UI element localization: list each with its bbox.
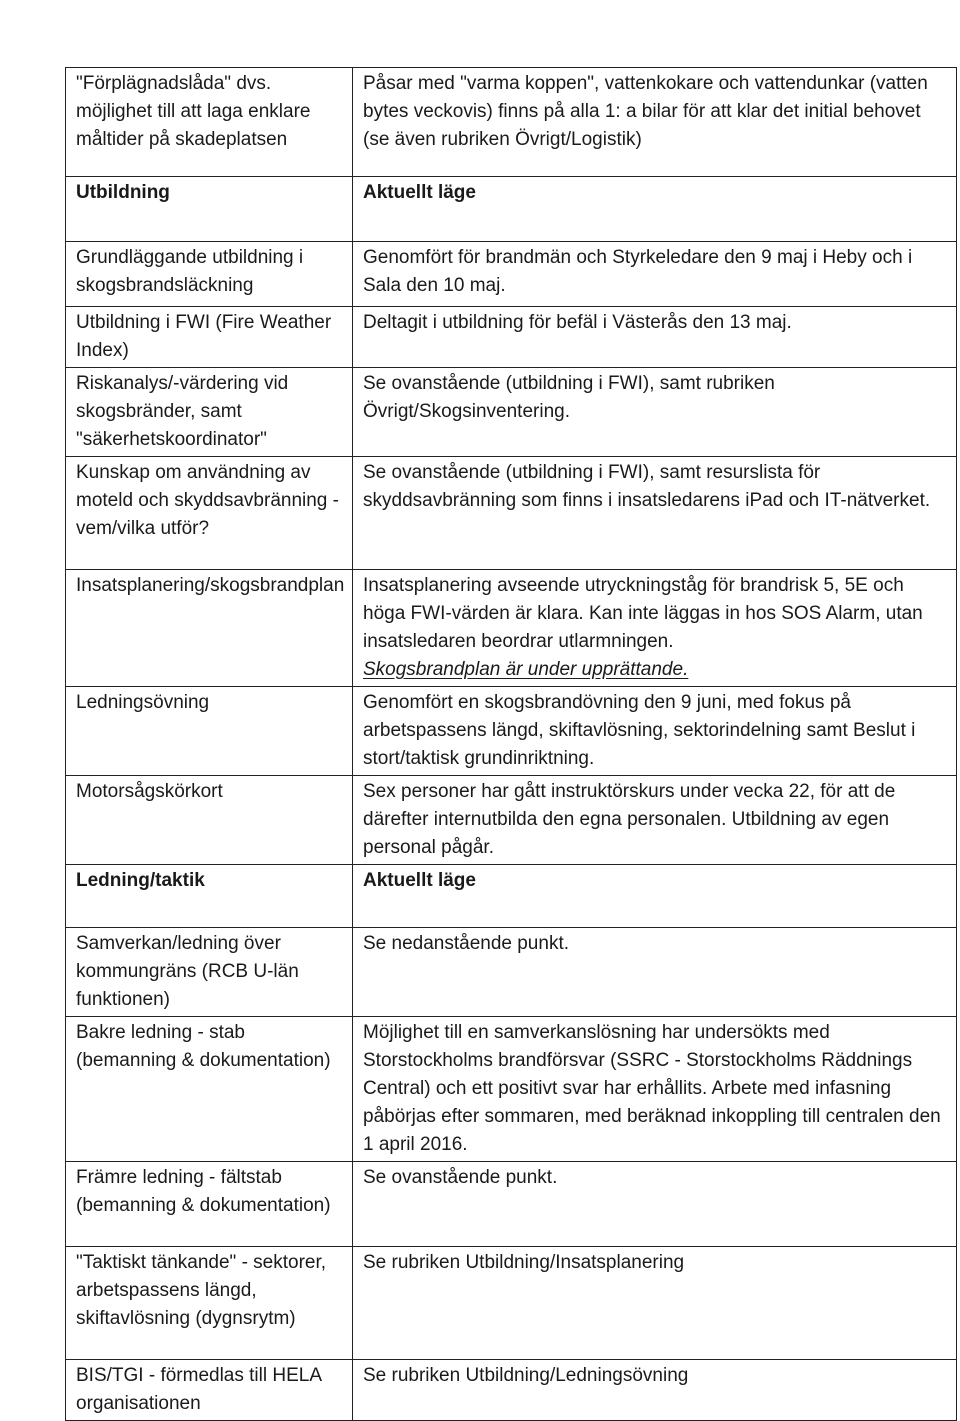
row-status-text: Insatsplanering avseende utryckningståg för brandrisk 5, 5E och höga FWI-värden är klara. Kan inte läggas in hos SOS Alarm, utan insatsledaren beordrar utlarmningen.	[363, 575, 923, 652]
section-header-row	[66, 865, 957, 928]
section-status-heading: Aktuellt läge	[353, 865, 957, 928]
table-row	[66, 687, 957, 776]
table-row	[66, 242, 957, 307]
row-label: "Taktiskt tänkande" - sektorer, arbetspassens längd, skiftavlösning (dygnsrytm)	[66, 1247, 353, 1360]
row-status: Se ovanstående (utbildning i FWI), samt rubriken Övrigt/Skogsinventering.	[353, 368, 957, 457]
row-label: Grundläggande utbildning i skogsbrandsläckning	[66, 242, 353, 307]
table-row	[66, 368, 957, 457]
section-heading: Ledning/taktik	[66, 865, 353, 928]
section-heading: Utbildning	[66, 177, 353, 242]
row-status	[353, 570, 957, 687]
table-row	[66, 68, 957, 177]
table-row	[66, 928, 957, 1017]
document-table	[65, 67, 957, 1421]
row-status: Se ovanstående (utbildning i FWI), samt resurslista för skyddsavbränning som finns i insatsledarens iPad och IT-nätverket.	[353, 457, 957, 570]
table-row	[66, 1017, 957, 1162]
row-status: Deltagit i utbildning för befäl i Västerås den 13 maj.	[353, 307, 957, 368]
row-label: Insatsplanering/skogsbrandplan	[66, 570, 353, 687]
table-row	[66, 1360, 957, 1421]
row-label: Samverkan/ledning över kommungräns (RCB U-län funktionen)	[66, 928, 353, 1017]
row-label: Utbildning i FWI (Fire Weather Index)	[66, 307, 353, 368]
row-label: Bakre ledning - stab (bemanning & dokumentation)	[66, 1017, 353, 1162]
row-status: Påsar med "varma koppen", vattenkokare och vattendunkar (vatten bytes veckovis) finns på alla 1: a bilar för att klar det initial behovet (se även rubriken Övrigt/Logistik)	[353, 68, 957, 177]
row-label: Ledningsövning	[66, 687, 353, 776]
table-row	[66, 1247, 957, 1360]
row-status: Se ovanstående punkt.	[353, 1162, 957, 1247]
row-status: Se rubriken Utbildning/Ledningsövning	[353, 1360, 957, 1421]
row-status: Genomfört för brandmän och Styrkeledare den 9 maj i Heby och i Sala den 10 maj.	[353, 242, 957, 307]
row-label: "Förplägnadslåda" dvs. möjlighet till att laga enklare måltider på skadeplatsen	[66, 68, 353, 177]
table-row	[66, 570, 957, 687]
row-status: Se nedanstående punkt.	[353, 928, 957, 1017]
section-header-row	[66, 177, 957, 242]
row-label: Kunskap om användning av moteld och skyddsavbränning - vem/vilka utför?	[66, 457, 353, 570]
row-status: Sex personer har gått instruktörskurs under vecka 22, för att de därefter internutbilda den egna personalen. Utbildning av egen personal pågår.	[353, 776, 957, 865]
row-status: Se rubriken Utbildning/Insatsplanering	[353, 1247, 957, 1360]
table-row	[66, 307, 957, 368]
table-row	[66, 776, 957, 865]
row-label: BIS/TGI - förmedlas till HELA organisationen	[66, 1360, 353, 1421]
row-status: Genomfört en skogsbrandövning den 9 juni, med fokus på arbetspassens längd, skiftavlösning, sektorindelning samt Beslut i stort/taktisk grundinriktning.	[353, 687, 957, 776]
section-status-heading: Aktuellt läge	[353, 177, 957, 242]
row-label: Riskanalys/-värdering vid skogsbränder, samt "säkerhetskoordinator"	[66, 368, 353, 457]
row-label: Främre ledning - fältstab (bemanning & dokumentation)	[66, 1162, 353, 1247]
row-label: Motorsågskörkort	[66, 776, 353, 865]
row-status: Möjlighet till en samverkanslösning har undersökts med Storstockholms brandförsvar (SSRC - Storstockholms Räddnings Central) och ett positivt svar har erhållits. Arbete med infasning påbörjas efter sommaren, med beräknad inkoppling till centralen den 1 april 2016.	[353, 1017, 957, 1162]
table-row	[66, 1162, 957, 1247]
table-row	[66, 457, 957, 570]
row-status-note: Skogsbrandplan är under upprättande.	[363, 659, 689, 680]
